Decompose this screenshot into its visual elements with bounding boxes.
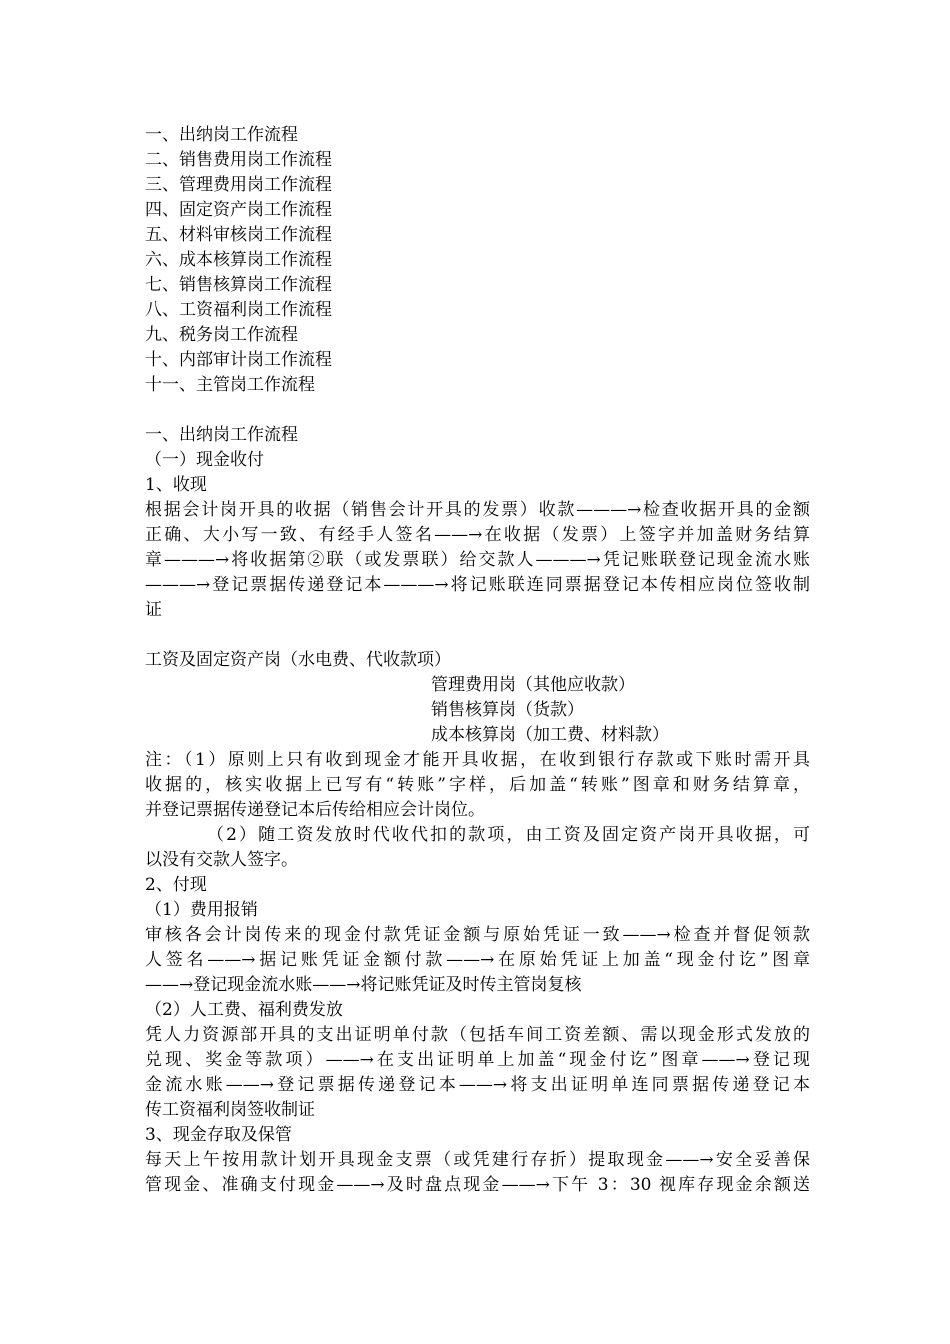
paragraph-line: 正确、大小写一致、有经手人签名——→在收据（发票）上签字并加盖财务结算 (145, 525, 810, 545)
toc-item: 一、出纳岗工作流程 (145, 125, 298, 145)
paragraph-receive-cash (145, 498, 810, 623)
paragraph-line: 管现金、准确支付现金——→及时盘点现金——→下午 3：30 视库存现金余额送 (145, 1175, 810, 1195)
toc-item: 二、销售费用岗工作流程 (145, 150, 332, 170)
paragraph-line: 凭人力资源部开具的支出证明单付款（包括车间工资差额、需以现金形式发放的 (145, 1025, 810, 1045)
subitem-heading: （1）费用报销 (145, 900, 258, 920)
item-heading: 1、收现 (145, 475, 207, 495)
item-heading: 2、付现 (145, 875, 207, 895)
toc-item: 十、内部审计岗工作流程 (145, 350, 332, 370)
paragraph-line: 金流水账——→登记票据传递登记本——→将支出证明单连同票据传递登记本 (145, 1075, 810, 1095)
toc-item: 七、销售核算岗工作流程 (145, 275, 332, 295)
posts-list (145, 648, 810, 748)
section-cashier-workflow (145, 423, 810, 1198)
paragraph-line: 审核各会计岗传来的现金付款凭证金额与原始凭证一致——→检查并督促领款 (145, 925, 810, 945)
toc-item: 四、固定资产岗工作流程 (145, 200, 332, 220)
post-item: 管理费用岗（其他应收款） (431, 675, 635, 695)
note-2 (145, 823, 810, 873)
paragraph-cash-custody (145, 1148, 810, 1198)
paragraph-line: ——→登记现金流水账——→将记账凭证及时传主管岗复核 (145, 975, 582, 995)
post-item: 工资及固定资产岗（水电费、代收款项） (145, 650, 451, 670)
note-1 (145, 748, 810, 823)
section-title: 一、出纳岗工作流程 (145, 425, 298, 445)
table-of-contents (145, 123, 810, 398)
paragraph-line: 证 (145, 600, 162, 620)
toc-item: 五、材料审核岗工作流程 (145, 225, 332, 245)
paragraph-line: ———→登记票据传递登记本———→将记账联连同票据登记本传相应岗位签收制 (145, 575, 810, 595)
subsection-title: （一）现金收付 (145, 450, 264, 470)
post-item: 成本核算岗（加工费、材料款） (431, 725, 669, 745)
spacer (145, 623, 810, 648)
toc-item: 六、成本核算岗工作流程 (145, 250, 332, 270)
subitem-heading: （2）人工费、福利费发放 (145, 1000, 343, 1020)
item-heading: 3、现金存取及保管 (145, 1125, 292, 1145)
paragraph-expense-reimbursement (145, 923, 810, 998)
paragraph-line: 根据会计岗开具的收据（销售会计开具的发票）收款———→检查收据开具的金额 (145, 500, 810, 520)
paragraph-line: 人签名——→据记账凭证金额付款——→在原始凭证上加盖“现金付讫”图章 (145, 950, 810, 970)
paragraph-line: 章———→将收据第②联（或发票联）给交款人———→凭记账联登记现金流水账 (145, 550, 810, 570)
paragraph-line: 兑现、奖金等款项）——→在支出证明单上加盖“现金付讫”图章——→登记现 (145, 1050, 810, 1070)
paragraph-line: 注：（1）原则上只有收到现金才能开具收据，在收到银行存款或下账时需开具 (145, 750, 810, 770)
paragraph-line: 以没有交款人签字。 (145, 850, 298, 870)
toc-item: 十一、主管岗工作流程 (145, 375, 315, 395)
toc-item: 九、税务岗工作流程 (145, 325, 298, 345)
toc-item: 三、管理费用岗工作流程 (145, 175, 332, 195)
toc-item: 八、工资福利岗工作流程 (145, 300, 332, 320)
paragraph-line: 传工资福利岗签收制证 (145, 1100, 315, 1120)
document-body (145, 123, 810, 1198)
paragraph-line: 收据的，核实收据上已写有“转账”字样，后加盖“转账”图章和财务结算章， (145, 775, 810, 795)
post-item: 销售核算岗（货款） (431, 700, 584, 720)
spacer (145, 398, 810, 423)
paragraph-line: （2）随工资发放时代收代扣的款项，由工资及固定资产岗开具收据，可 (207, 825, 810, 845)
paragraph-line: 每天上午按用款计划开具现金支票（或凭建行存折）提取现金——→安全妥善保 (145, 1150, 810, 1170)
paragraph-line: 并登记票据传递登记本后传给相应会计岗位。 (145, 800, 485, 820)
paragraph-wage-payment (145, 1023, 810, 1123)
